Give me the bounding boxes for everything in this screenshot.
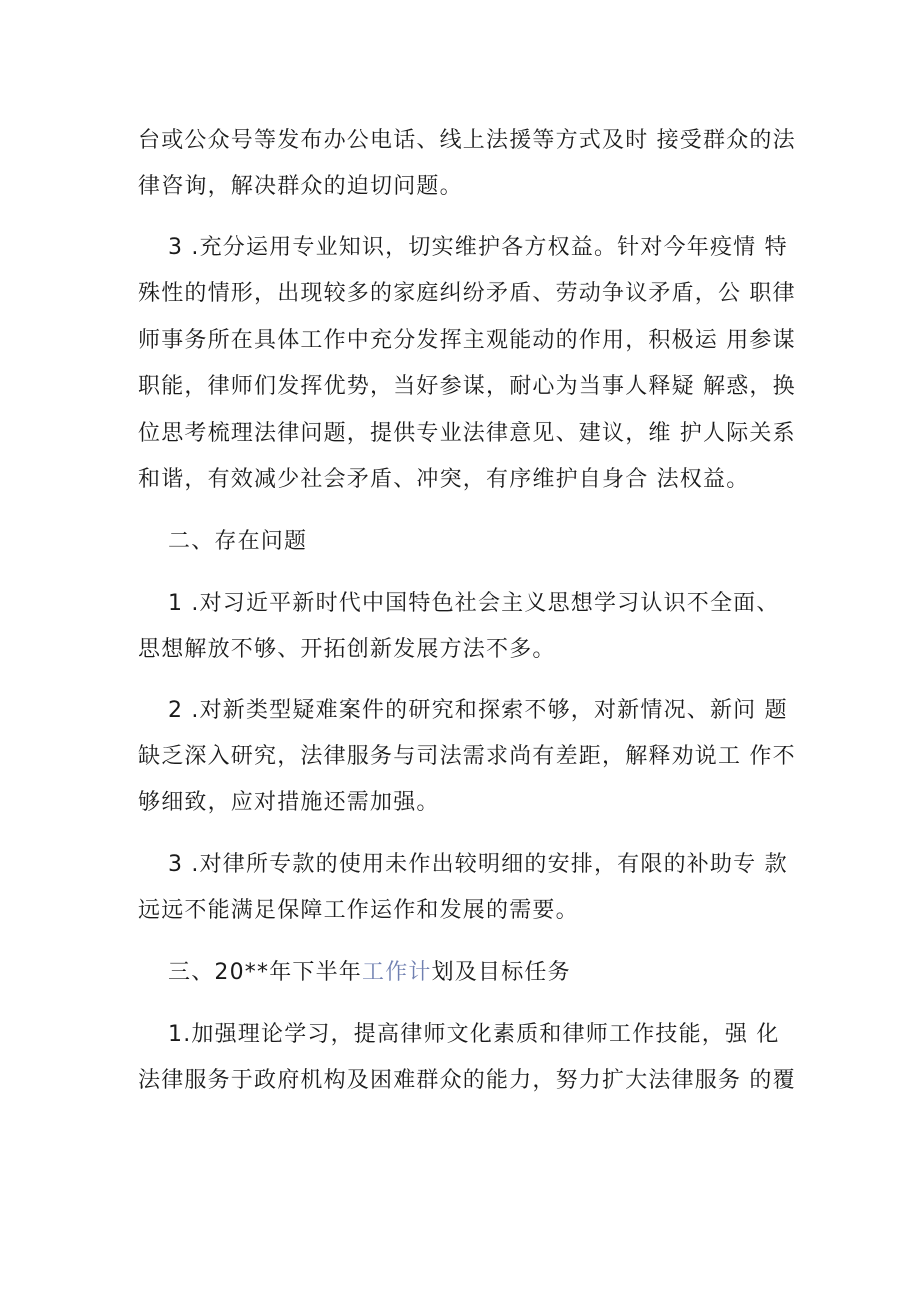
paragraph-line: 远远不能满足保障工作运作和发展的需要。 xyxy=(138,898,579,923)
paragraph-line: 师事务所在具体工作中充分发挥主观能动的作用，积极运 用参谋 xyxy=(138,328,796,353)
paragraph-line: 职能，律师们发挥优势，当好参谋，耐心为当事人释疑 解惑，换 xyxy=(138,374,796,399)
paragraph-line: 法律服务于政府机构及困难群众的能力，努力扩大法律服务 的覆 xyxy=(138,1068,796,1093)
paragraph-line: 3 .充分运用专业知识，切实维护各方权益。针对今年疫情 特 xyxy=(168,235,788,260)
paragraph-line: 位思考梳理法律问题，提供专业法律意见、建议，维 护人际关系 xyxy=(138,421,796,446)
heading-suffix: 划及目标任务 xyxy=(431,960,571,985)
work-plan-link[interactable]: 工作计 xyxy=(362,960,432,985)
paragraph-line: 2 .对新类型疑难案件的研究和探索不够，对新情况、新问 题 xyxy=(168,698,788,723)
paragraph-line: 台或公众号等发布办公电话、线上法援等方式及时 接受群众的法 xyxy=(138,128,796,153)
section-heading xyxy=(168,959,571,987)
paragraph-line: 1.加强理论学习，提高律师文化素质和律师工作技能，强 化 xyxy=(168,1022,780,1047)
section-heading: 二、存在问题 xyxy=(168,529,308,554)
paragraph-line: 思想解放不够、开拓创新发展方法不多。 xyxy=(138,637,556,662)
paragraph-line: 3 .对律所专款的使用未作出较明细的安排，有限的补助专 款 xyxy=(168,852,788,877)
paragraph-line: 缺乏深入研究，法律服务与司法需求尚有差距，解释劝说工 作不 xyxy=(138,744,796,769)
heading-prefix: 三、20**年下半年 xyxy=(168,960,362,985)
paragraph-line: 和谐，有效减少社会矛盾、冲突，有序维护自身合 法权益。 xyxy=(138,467,750,492)
paragraph-line: 1 .对习近平新时代中国特色社会主义思想学习认识不全面、 xyxy=(168,591,780,616)
paragraph-line: 够细致，应对措施还需加强。 xyxy=(138,790,440,815)
paragraph-line: 殊性的情形，出现较多的家庭纠纷矛盾、劳动争议矛盾，公 职律 xyxy=(138,281,796,306)
paragraph-line: 律咨询，解决群众的迫切问题。 xyxy=(138,174,463,199)
